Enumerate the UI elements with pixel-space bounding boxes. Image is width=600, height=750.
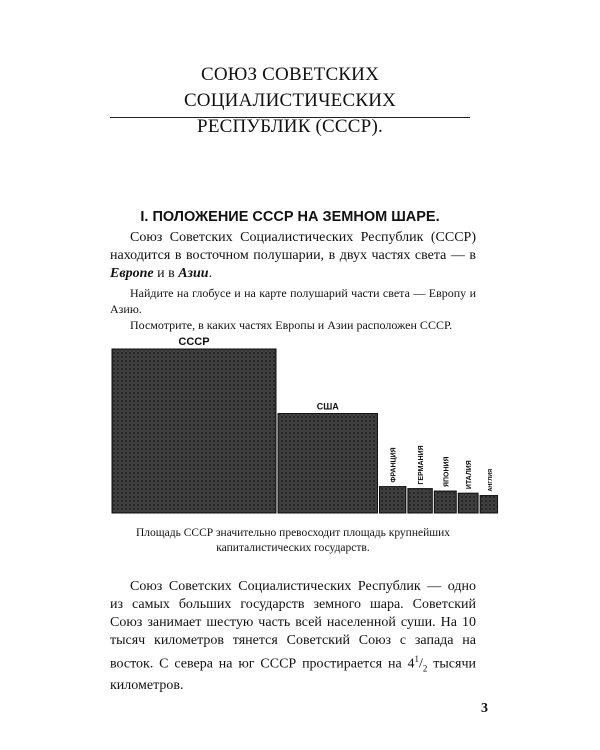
emphasis-asia: Азии	[178, 266, 209, 281]
chart-block-1	[278, 414, 377, 513]
chart-label-2: ФРАНЦИЯ	[390, 447, 398, 483]
chart-label-5: ИТАЛИЯ	[466, 460, 474, 490]
chart-block-4	[434, 491, 456, 513]
area-comparison-chart	[110, 333, 494, 523]
paragraph-location	[110, 229, 476, 283]
fraction-slash: /	[419, 656, 423, 672]
paragraph-text: Союз Советских Социалистических Республик — одно из самых больших государств земного шара. Советский Союз занимает шестую часть всей населенной суши. На 10 тысяч километров тянется Советский Союз с запада на восток. С севера на юг СССР простирается на 4	[110, 579, 476, 672]
title-line-2: РЕСПУБЛИК (СССР).	[197, 116, 383, 137]
paragraph-text-end: .	[208, 266, 213, 281]
document-title	[110, 62, 470, 140]
chart-label-6: АНГЛИЯ	[487, 468, 494, 492]
chart-block-0	[112, 349, 276, 513]
chart-label-0: СССР	[178, 336, 210, 348]
section-heading: I. ПОЛОЖЕНИЕ СССР НА ЗЕМНОМ ШАРЕ.	[140, 209, 440, 225]
paragraph-text: Союз Советских Социалистических Республик (СССР) находится в восточном полушарии, в двух частях света — в	[110, 230, 476, 263]
chart-block-2	[379, 487, 405, 513]
paragraph-text-and: и в	[153, 266, 179, 281]
chart-block-5	[458, 493, 478, 513]
title-divider	[110, 117, 470, 118]
exercise-map: Посмотрите, в каких частях Европы и Азии расположен СССР.	[130, 318, 453, 332]
fraction-numerator: 1	[414, 654, 420, 664]
chart-label-1: США	[316, 401, 339, 412]
emphasis-europe: Европе	[110, 266, 154, 281]
page-number: 3	[481, 701, 488, 716]
paragraph-text-after: тысячи километров.	[110, 656, 476, 694]
chart-block-3	[408, 489, 432, 513]
chart-label-3: ГЕРМАНИЯ	[418, 445, 426, 485]
title-line-1: СОЮЗ СОВЕТСКИХ СОЦИАЛИСТИЧЕСКИХ	[183, 64, 397, 111]
paragraph-size	[110, 578, 476, 695]
figure-caption: Площадь СССР значительно превосходит площадь крупнейших капиталистических государств.	[136, 527, 450, 554]
chart-block-6	[480, 496, 497, 513]
fraction-denominator: 2	[422, 663, 428, 674]
exercise-globe: Найдите на глобусе и на карте полушарий части света — Европу и Азию.	[110, 286, 476, 316]
chart-label-4: ЯПОНИЯ	[443, 456, 451, 488]
